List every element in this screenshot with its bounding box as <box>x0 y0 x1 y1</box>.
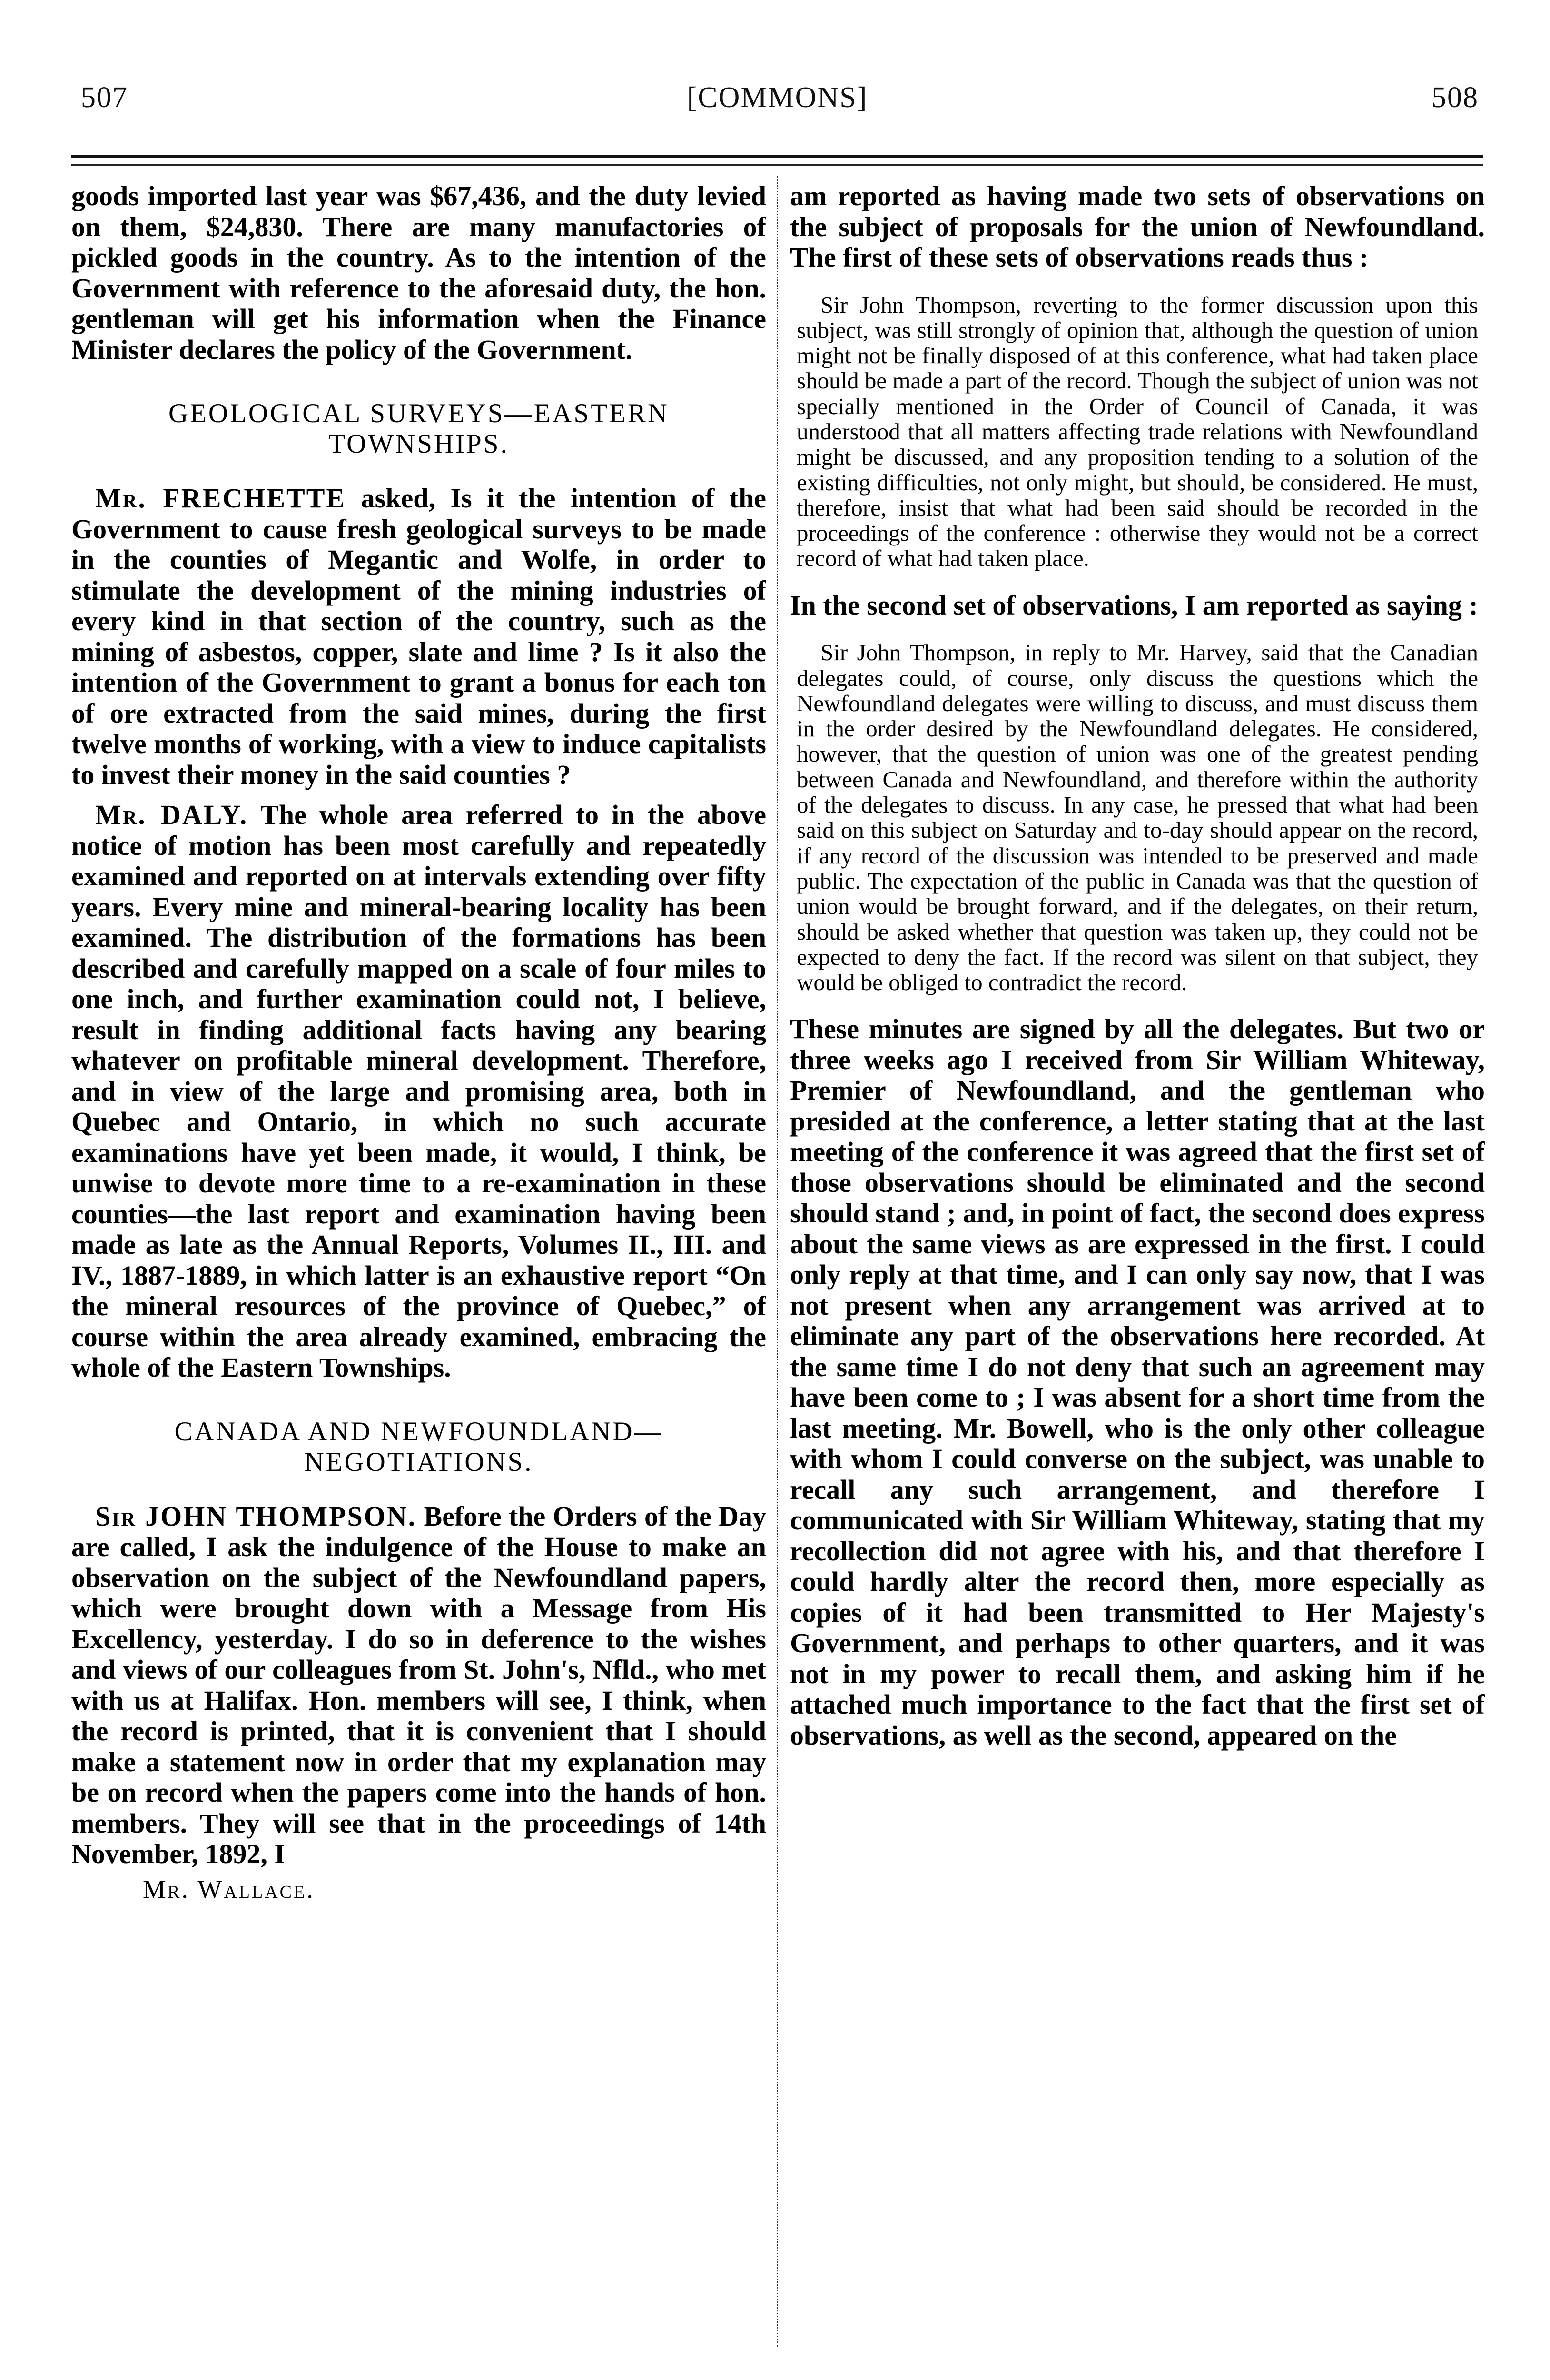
page-header <box>71 81 1483 133</box>
page-number-right: 508 <box>1432 81 1479 114</box>
two-column-body <box>71 181 1485 2380</box>
heading-canada-newfoundland <box>71 1417 766 1478</box>
right-paragraph-1: am reported as having made two sets of observations on the subject of proposals for the union of Newfoundland. The first of these sets of observations reads thus : <box>790 181 1485 273</box>
running-title: [COMMONS] <box>687 81 868 114</box>
speaker-name: Mr. DALY. <box>95 799 248 830</box>
quoted-observation-2: Sir John Thompson, in reply to Mr. Harvey, said that the Canadian delegates could, of course, only discuss the questions which the Newfoundland delegates were willing to discuss, and must discuss them in the order desired by the Newfoundland delegates. He considered, however, that the question of union was one of the greatest pending between Canada and Newfoundland, and therefore within the authority of the delegates to discuss. In any case, he pressed that what had been said on this subject on Saturday and to-day should appear on the record, if any record of the discussion was intended to be preserved and made public. The expectation of the public in Canada was that the question of union would be brought forward, and if the delegates, on their return, should be asked whether that question was taken up, they could not be expected to deny the fact. If the record was silent on that subject, they would be obliged to contradict the record. <box>797 639 1478 996</box>
thompson-statement <box>71 1501 766 1870</box>
left-paragraph-1: goods imported last year was $67,436, and the duty levied on them, $24,830. There are many manufactories of pickled goods in the country. As to the intention of the Government with reference to the aforesaid duty, the hon. gentleman will get his information when the Finance Minister declares the policy of the Government. <box>71 181 766 365</box>
heading-line: GEOLOGICAL SURVEYS—EASTERN <box>168 398 670 428</box>
paragraph-text: Before the Orders of the Day are called, I ask the indulgence of the House to make an observation on the subject of the Newfoundland papers, which were brought down with a Message from His Excellency, yesterday. I do so in deference to the wishes and views of our colleagues from St. John's, Nfld., who met with us at Halifax. Hon. members will see, I think, when the record is printed, that it is convenient that I should make a statement now in order that my explanation may be on record when the papers come into the hands of hon. members. They will see that in the proceedings of 14th November, 1892, I <box>71 1500 766 1869</box>
heading-geological-surveys <box>71 398 766 459</box>
speaker-name: Mr. FRECHETTE <box>95 483 346 514</box>
right-paragraph-3: These minutes are signed by all the delegates. But two or three weeks ago I received from Sir William Whiteway, Premier of Newfoundland, and the gentleman who presided at the conference, a letter stating that at the last meeting of the conference it was agreed that the first set of those observations should be eliminated and the second should stand ; and, in point of fact, the second does express about the same views as are expressed in the first. I could only reply at that time, and I can only say now, that I was not present when any arrangement was arrived at to eliminate any part of the observations here recorded. At the same time I do not deny that such an agreement may have been come to ; I was absent for a short time from the last meeting. Mr. Bowell, who is the only other colleague with whom I could converse on the subject, was unable to recall any such arrangement, and therefore I communicated with Sir William Whiteway, stating that my recollection did not agree with his, and that therefore I could hardly alter the record then, more especially as copies of it had been transmitted to Her Majesty's Government, and perhaps to other quarters, and it was not in my power to recall them, and asking him if he attached much importance to the fact that the first set of observations, as well as the second, appeared on the <box>790 1013 1485 1751</box>
quoted-observation-1: Sir John Thompson, reverting to the former discussion upon this subject, was still strongly of opinion that, although the question of union might not be finally disposed of at this conference, what had taken place should be made a part of the record. Though the subject of union was not specially mentioned in the Order of Council of Canada, it was understood that all matters affecting trade relations with Newfoundland might be discussed, and any proposition tending to a solution of the existing difficulties, not only might, but should, be considered. He must, therefore, insist that what had been said should be recorded in the proceedings of the conference : otherwise they would not be a correct record of what had taken place. <box>797 291 1478 572</box>
heading-line: CANADA AND NEWFOUNDLAND— <box>174 1416 663 1447</box>
column-divider <box>777 176 778 2347</box>
heading-line: NEGOTIATIONS. <box>304 1447 533 1477</box>
header-rule-thin <box>71 164 1483 166</box>
frechette-question <box>71 483 766 790</box>
right-column <box>790 181 1485 2380</box>
heading-line: TOWNSHIPS. <box>328 429 509 459</box>
page-number-left: 507 <box>81 81 128 114</box>
header-rule <box>71 155 1483 158</box>
daly-answer <box>71 800 766 1383</box>
paragraph-text: The whole area referred to in the above notice of motion has been most carefully and repeatedly examined and reported on at intervals extending over fifty years. Every mine and mineral-bearing locality has been examined. The distribution of the formations has been described and carefully mapped on a scale of four miles to one inch, and further examination could not, I believe, result in finding additional facts having any bearing whatever on profitable mineral development. Therefore, and in view of the large and promising area, both in Quebec and Ontario, in which no such accurate examinations have yet been made, it would, I think, be unwise to devote more time to a re-examination in these counties—the last report and examination having been made as late as the Annual Reports, Volumes II., III. and IV., 1887-1889, in which latter is an exhaustive report “On the mineral resources of the province of Quebec,” of course within the area already examined, embracing the whole of the Eastern Townships. <box>71 799 766 1383</box>
paragraph-text: asked, Is it the intention of the Government to cause fresh geological surveys to be made in the counties of Megantic and Wolfe, in order to stimulate the development of the mining industries of every kind in that section of the country, such as the mining of asbestos, copper, slate and lime ? Is it also the intention of the Government to grant a bonus for each ton of ore extracted from the said mines, during the first twelve months of working, with a view to induce capitalists to invest their money in the said counties ? <box>71 483 766 790</box>
page-footer-speaker: Mr. Wallace. <box>143 1874 315 1904</box>
left-column <box>71 181 766 2380</box>
speaker-name: Sir JOHN THOMPSON. <box>95 1500 417 1532</box>
right-paragraph-2: In the second set of observations, I am reported as saying : <box>790 589 1478 621</box>
